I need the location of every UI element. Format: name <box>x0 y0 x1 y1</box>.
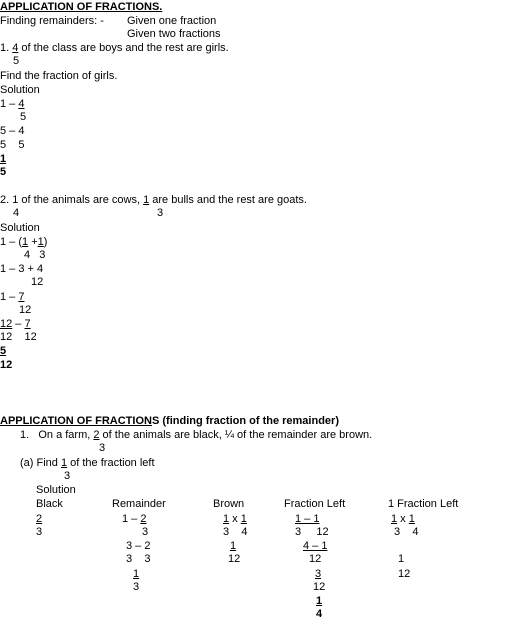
q2-den-one: 4 <box>13 207 20 219</box>
q1-text: of the class are boys and the rest are girls. <box>18 42 229 54</box>
fraction-left-step-three-num: 3 <box>315 568 322 580</box>
header-remainder: Remainder <box>112 498 166 510</box>
part-a-question: (a) Find 1 of the fraction left <box>20 457 155 469</box>
part-a-den: 3 <box>64 470 71 482</box>
q2-step-four-dens: 12 12 <box>0 331 37 343</box>
brown-result-denominator: 12 <box>228 553 241 565</box>
fraction-left-step-two-num: 4 – 1 <box>303 540 328 552</box>
page-title: APPLICATION OF FRACTIONS. <box>0 1 163 13</box>
q1-step-one-den: 5 <box>20 111 27 123</box>
brown-step-one-dens: 3 4 <box>223 526 248 538</box>
q1-answer-numerator: 1 <box>0 153 7 165</box>
remainder-step-one: 1 – 2 <box>122 513 147 525</box>
fraction-left-step-one-dens: 3 12 <box>295 526 329 538</box>
q1-fraction-denominator: 5 <box>13 55 20 67</box>
remainder-step-one-den: 3 <box>142 526 149 538</box>
remainder-step-two-bottom: 3 3 <box>126 553 151 565</box>
intro-case-two: Given two fractions <box>127 28 221 40</box>
section-two-question: 1. On a farm, 2 of the animals are black, ¼ of the remainder are brown. <box>20 429 373 441</box>
q1-line <box>0 42 229 55</box>
header-one-fraction-left: 1 Fraction Left <box>388 498 459 510</box>
q2-step-two: 1 – 3 + 4 <box>0 263 44 275</box>
header-black: Black <box>36 498 63 510</box>
fraction-left-result-denominator: 4 <box>316 608 323 620</box>
section-two-question-den: 3 <box>99 442 106 454</box>
one-fraction-left-step-one: 1 x 1 <box>391 513 415 525</box>
q1-step-two-bottom: 5 5 <box>0 139 25 151</box>
intro-case-one: Given one fraction <box>127 15 217 27</box>
brown-result-numerator: 1 <box>230 540 237 552</box>
q2-step-one: 1 – (1 +1) <box>0 236 48 248</box>
q1-ask: Find the fraction of girls. <box>0 70 118 82</box>
black-denominator: 3 <box>36 526 43 538</box>
one-fraction-left-step-one-dens: 3 4 <box>394 526 419 538</box>
remainder-result-numerator: 1 <box>133 568 140 580</box>
q2-step-three: 1 – 7 <box>0 291 25 303</box>
q2-line: 2. 1 of the animals are cows, 1 are bulls and the rest are goats. <box>0 194 307 206</box>
q2-step-one-dens: 4 3 <box>24 249 46 261</box>
fraction-left-step-one: 1 – 1 <box>295 513 320 525</box>
fraction-left-result-numerator: 1 <box>316 595 323 607</box>
header-brown: Brown <box>213 498 245 510</box>
q2-step-three-den: 12 <box>19 304 32 316</box>
fraction-left-step-two-den: 12 <box>309 553 322 565</box>
header-fraction-left: Fraction Left <box>284 498 346 510</box>
q1-step-one: 1 – 4 <box>0 98 25 110</box>
remainder-step-two-top: 3 – 2 <box>126 540 151 552</box>
q1-solution-label: Solution <box>0 84 40 96</box>
q2-step-two-den: 12 <box>31 276 44 288</box>
fraction-left-step-three-den: 12 <box>313 581 326 593</box>
q2-answer-denominator: 12 <box>0 359 13 371</box>
q1-answer-denominator: 5 <box>0 166 7 178</box>
black-numerator: 2 <box>36 513 43 525</box>
intro-label: Finding remainders: - <box>0 15 104 27</box>
section-two-solution-label: Solution <box>36 484 76 496</box>
q1-fraction-numerator: 4 <box>12 42 19 54</box>
remainder-result-denominator: 3 <box>133 581 140 593</box>
section-two-title: APPLICATION OF FRACTIONS (finding fraction of the remainder) <box>0 415 339 427</box>
one-fraction-left-result-numerator: 1 <box>398 553 405 565</box>
one-fraction-left-result-denominator: 12 <box>398 568 411 580</box>
q1-step-two-top: 5 – 4 <box>0 125 25 137</box>
q2-step-four: 12 – 7 <box>0 318 31 330</box>
q2-answer-numerator: 5 <box>0 345 7 357</box>
q1-number: 1. <box>0 42 10 54</box>
brown-step-one: 1 x 1 <box>223 513 247 525</box>
q2-solution-label: Solution <box>0 222 40 234</box>
q2-den-two: 3 <box>157 207 164 219</box>
